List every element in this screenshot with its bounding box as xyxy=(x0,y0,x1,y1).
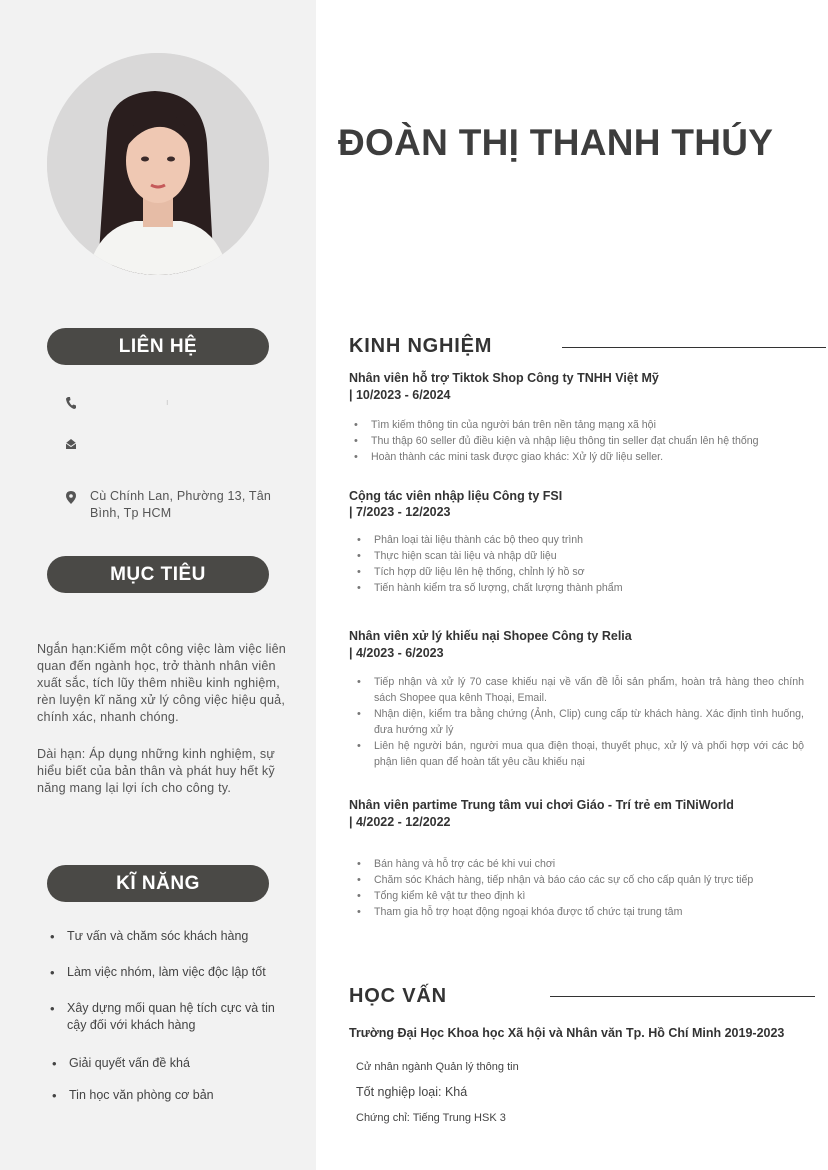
experience-section-title: KINH NGHIỆM xyxy=(349,335,493,357)
job-bullet: • Tổng kiểm kê vật tư theo định kì xyxy=(357,888,804,904)
phone-row xyxy=(66,395,275,409)
skill-item: • Tin học văn phòng cơ bản xyxy=(52,1087,289,1104)
education-rank: Tốt nghiệp loại: Khá xyxy=(356,1085,468,1099)
job-date: | 10/2023 - 6/2024 xyxy=(349,388,451,402)
email-row xyxy=(66,437,275,449)
job-bullet: • Tích hợp dữ liệu lên hệ thống, chỉnh lý hồ sơ xyxy=(357,564,804,580)
skill-item: • Làm việc nhóm, làm việc độc lập tốt xyxy=(50,964,287,981)
job-date: | 7/2023 - 12/2023 xyxy=(349,505,451,519)
job-bullets xyxy=(357,674,804,770)
address-text: Cù Chính Lan, Phường 13, Tân Bình, Tp HCM xyxy=(90,489,272,520)
job-bullet: • Liên hệ người bán, người mua qua điện thoại, thuyết phục, xử lý và phối hợp với các bộ phận liên quan để hoàn tất yêu cầu khiếu nại xyxy=(357,738,804,770)
skills-section-title: KĨ NĂNG xyxy=(47,865,269,902)
address-row xyxy=(66,488,275,522)
job-date: | 4/2022 - 12/2022 xyxy=(349,815,451,829)
job-bullet: • Tiến hành kiểm tra số lượng, chất lượng thành phẩm xyxy=(357,580,804,596)
contact-section-title: LIÊN HỆ xyxy=(47,328,269,365)
goal-long-term: Dài hạn: Áp dụng những kinh nghiệm, sự hiểu biết của bản thân và phát huy hết kỹ năng mang lại lợi ích cho công ty. xyxy=(37,747,276,795)
job-title: Nhân viên hỗ trợ Tiktok Shop Công ty TNHH Việt Mỹ xyxy=(349,371,659,385)
job-bullet: • Hoàn thành các mini task được giao khác: Xử lý dữ liệu seller. xyxy=(354,449,801,465)
job-bullet: • Tiếp nhận và xử lý 70 case khiếu nại về vấn đề lỗi sản phẩm, hoàn trả hàng theo chính sách Shopee qua kênh Thoại, Email. xyxy=(357,674,804,706)
skill-item: • Xây dựng mối quan hệ tích cực và tin cậy đối với khách hàng xyxy=(50,1000,287,1034)
job-bullet: • Nhận diện, kiểm tra bằng chứng (Ảnh, Clip) cung cấp từ khách hàng. Xác định tình huống, đưa hướng xử lý xyxy=(357,706,804,738)
job-bullets xyxy=(357,532,804,596)
education-section-title: HỌC VẤN xyxy=(349,985,447,1007)
profile-photo xyxy=(47,53,269,275)
envelope-open-icon xyxy=(66,439,76,449)
goal-short-term: Ngắn hạn:Kiếm một công việc làm việc liên quan đến ngành học, trở thành nhân viên xuất sắc, tích lũy thêm nhiều kinh nghiệm, rèn luyện kĩ năng xử lý công việc hiệu quả, chính xác, nhanh chóng. xyxy=(37,642,286,724)
job-date: | 4/2023 - 6/2023 xyxy=(349,646,444,660)
job-bullet: • Tìm kiếm thông tin của người bán trên nền tảng mạng xã hội xyxy=(354,417,801,433)
skill-item: • Tư vấn và chăm sóc khách hàng xyxy=(50,928,287,945)
skill-item: • Giải quyết vấn đề khá xyxy=(52,1055,289,1072)
full-name: ĐOÀN THỊ THANH THÚY xyxy=(338,122,774,163)
job-bullet: • Thu thập 60 seller đủ điều kiện và nhập liệu thông tin seller đạt chuẩn lên hệ thống xyxy=(354,433,801,449)
goal-section-title: MỤC TIÊU xyxy=(47,556,269,593)
education-degree: Cử nhân ngành Quản lý thông tin xyxy=(356,1061,519,1073)
education-certificate: Chứng chỉ: Tiếng Trung HSK 3 xyxy=(356,1112,506,1124)
job-bullet: • Phân loại tài liệu thành các bộ theo quy trình xyxy=(357,532,804,548)
job-bullets xyxy=(354,417,801,465)
job-bullet: • Bán hàng và hỗ trợ các bé khi vui chơi xyxy=(357,856,804,872)
job-bullets xyxy=(357,856,804,920)
job-bullet: • Thực hiện scan tài liệu và nhập dữ liệu xyxy=(357,548,804,564)
job-title: Nhân viên xử lý khiếu nại Shopee Công ty Relia xyxy=(349,629,632,643)
education-school: Trường Đại Học Khoa học Xã hội và Nhân văn Tp. Hồ Chí Minh 2019-2023 xyxy=(349,1026,785,1040)
experience-divider xyxy=(562,347,826,348)
job-bullet: • Tham gia hỗ trợ hoạt động ngoại khóa được tổ chức tại trung tâm xyxy=(357,904,804,920)
profile-photo-image xyxy=(47,53,269,275)
location-pin-icon xyxy=(66,491,76,504)
phone-icon xyxy=(66,397,76,409)
education-divider xyxy=(550,996,815,997)
job-title: Cộng tác viên nhập liệu Công ty FSI xyxy=(349,489,563,503)
job-title: Nhân viên partime Trung tâm vui chơi Giáo - Trí trẻ em TiNiWorld xyxy=(349,798,734,812)
phone-separator: ı xyxy=(166,397,169,407)
job-bullet: • Chăm sóc Khách hàng, tiếp nhận và báo cáo các sự cố cho cấp quản lý trực tiếp xyxy=(357,872,804,888)
